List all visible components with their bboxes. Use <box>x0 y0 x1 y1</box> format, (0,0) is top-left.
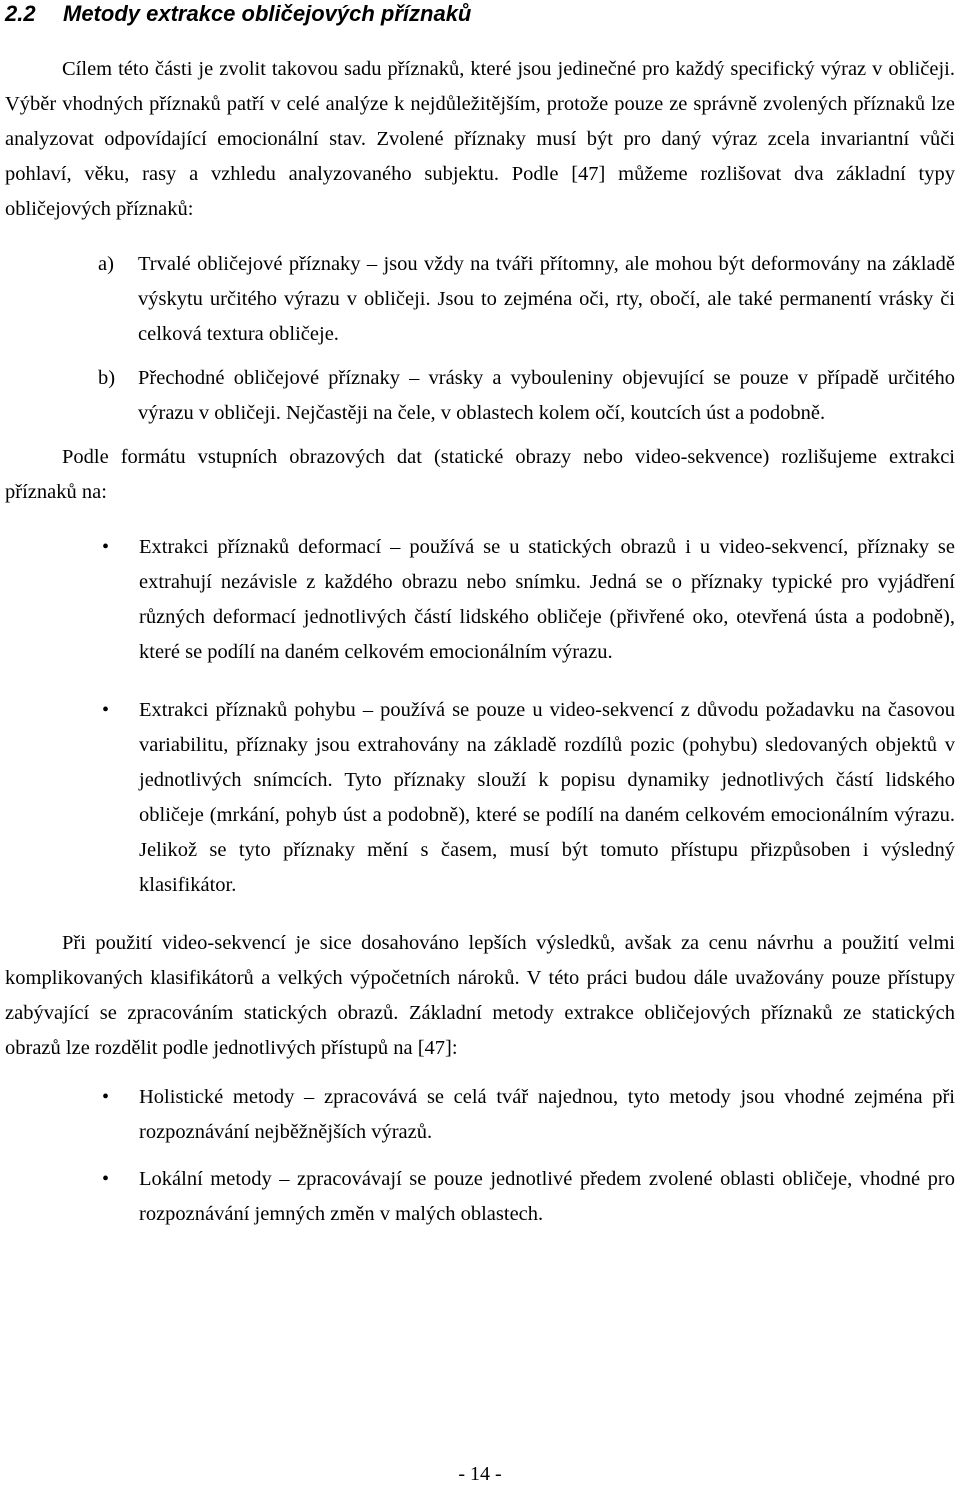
document-page <box>5 0 955 1244</box>
section-title: Metody extrakce obličejových příznaků <box>63 1 472 26</box>
list-item-text: Lokální metody – zpracovávají se pouze jednotlivé předem zvolené oblasti obličeje, vhodné pro rozpoznávání jemných změn v malých oblastech. <box>139 1168 955 1225</box>
page-number: - 14 - <box>458 1463 502 1485</box>
intro-paragraph: Cílem této části je zvolit takovou sadu příznaků, které jsou jedinečné pro každý specifický výraz v obličeji. Výběr vhodných příznaků patří v celé analýze k nejdůležitějším, protože pouze ze správně zvolených příznaků lze analyzovat odpovídající emocionální stav. Zvolené příznaky musí být pro daný výraz zcela invariantní vůči pohlaví, věku, rasy a vzhledu analyzovaného subjektu. Podle [47] můžeme rozlišovat dva základní typy obličejových příznaků: <box>5 58 955 220</box>
list-item-text: Extrakci příznaků deformací – používá se u statických obrazů i u video-sekvencí, příznaky se extrahují nezávisle z každého obrazu nebo snímku. Jedná se o příznaky typické pro vyjádření různých deformací jednotlivých částí lidského obličeje (přivřené oko, otevřená ústa a podobně), které se podílí na daném celkovém emocionálním výrazu. <box>139 536 955 663</box>
list-item-text: Holistické metody – zpracovává se celá tvář najednou, tyto metody jsou vhodné zejména při rozpoznávání nejběžnějších výrazů. <box>139 1086 955 1143</box>
list-marker: b) <box>98 367 116 389</box>
list-marker: a) <box>98 253 114 275</box>
list-item <box>98 361 955 431</box>
list-item <box>102 1080 955 1150</box>
section-number: 2.2 <box>5 1 36 26</box>
format-paragraph: Podle formátu vstupních obrazových dat (statické obrazy nebo video-sekvence) rozlišujeme extrakci příznaků na: <box>5 446 955 503</box>
list-item-text: Trvalé obličejové příznaky – jsou vždy na tváři přítomny, ale mohou být deformovány na základě výskytu určitého výrazu v obličeji. Jsou to zejména oči, rty, obočí, ale také permanentí vrásky či celková textura obličeje. <box>138 253 955 345</box>
list-item <box>102 693 955 903</box>
extraction-types-list <box>102 530 955 903</box>
list-item <box>98 247 955 352</box>
method-types-list <box>102 1080 955 1232</box>
bullet-icon: • <box>102 1086 110 1108</box>
list-item <box>102 530 955 670</box>
feature-types-list <box>98 247 955 431</box>
bullet-icon: • <box>102 1168 110 1190</box>
bullet-icon: • <box>102 699 110 721</box>
bullet-icon: • <box>102 536 110 558</box>
list-item <box>102 1162 955 1232</box>
section-heading <box>5 0 955 40</box>
list-item-text: Extrakci příznaků pohybu – používá se pouze u video-sekvencí z důvodu požadavku na časovou variabilitu, příznaky jsou extrahovány na základě rozdílů pozic (pohybu) sledovaných objektů v jednotlivých snímcích. Tyto příznaky slouží k popisu dynamiky jednotlivých částí lidského obličeje (mrkání, pohyb úst a podobně), které se podílí na daném celkovém emocionálním výrazu. Jelikož se tyto příznaky mění s časem, musí být tomuto přístupu přizpůsoben i výsledný klasifikátor. <box>139 699 955 896</box>
video-paragraph: Při použití video-sekvencí je sice dosahováno lepších výsledků, avšak za cenu návrhu a použití velmi komplikovaných klasifikátorů a velkých výpočetních nároků. V této práci budou dále uvažovány pouze přístupy zabývající se zpracováním statických obrazů. Základní metody extrakce obličejových příznaků ze statických obrazů lze rozdělit podle jednotlivých přístupů na [47]: <box>5 932 955 1059</box>
list-item-text: Přechodné obličejové příznaky – vrásky a vybouleniny objevující se pouze v případě určitého výrazu v obličeji. Nejčastěji na čele, v oblastech kolem očí, koutcích úst a podobně. <box>138 367 955 424</box>
